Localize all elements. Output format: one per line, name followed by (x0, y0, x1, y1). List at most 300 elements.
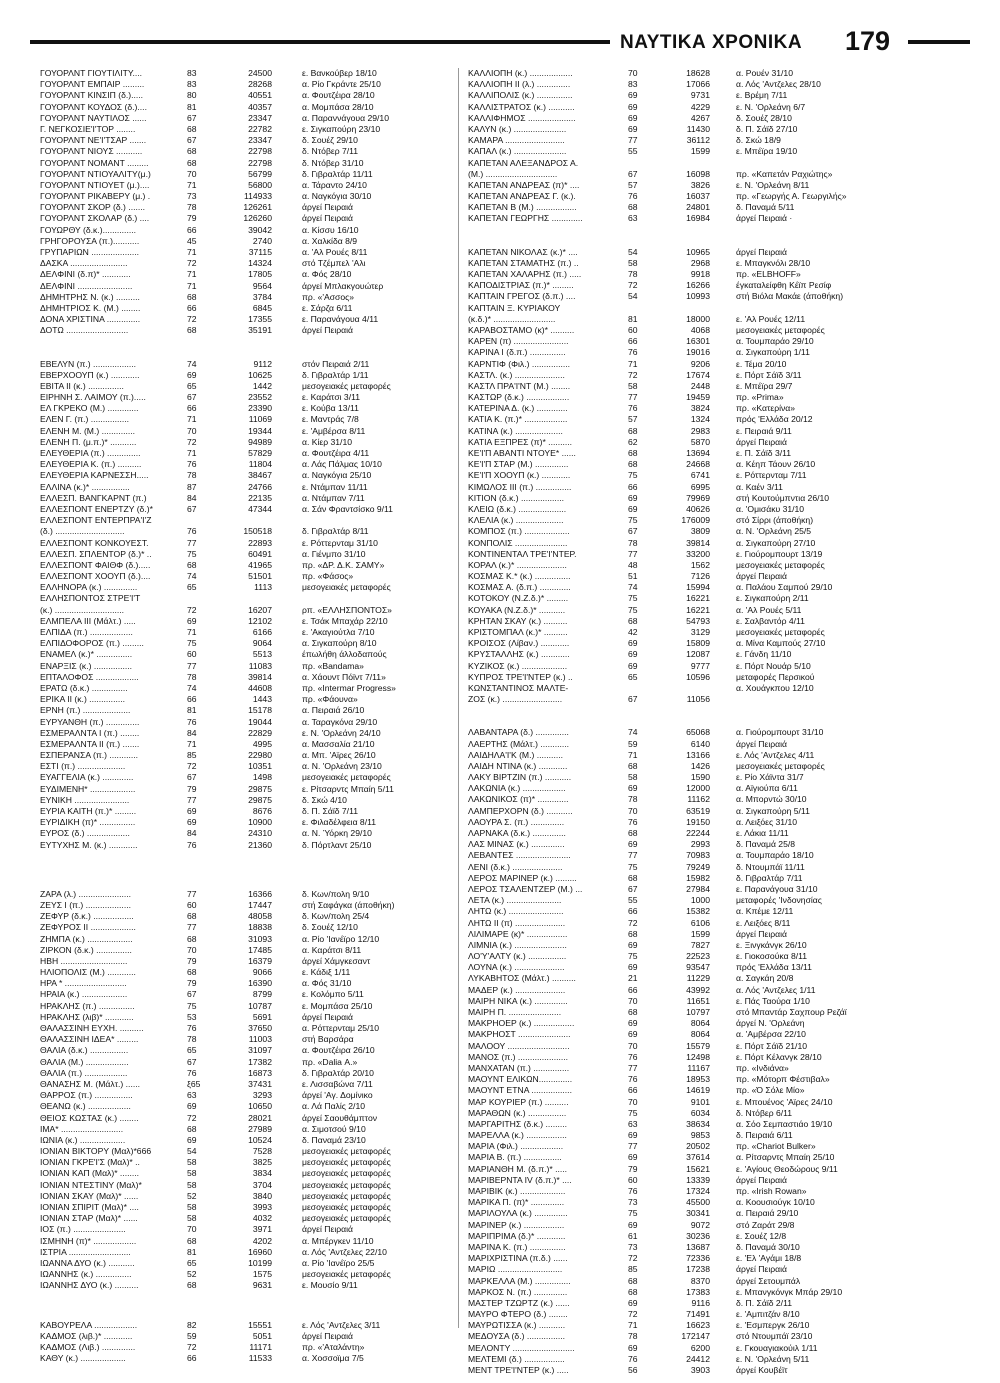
ship-tonnage: 13166 (686, 749, 710, 760)
ship-row (468, 772, 912, 783)
page-number: 179 (845, 26, 891, 56)
ship-position: α. Ρίο 'Ιανέϊρο 12/10 (302, 933, 380, 944)
ship-build-year: 69 (628, 638, 638, 649)
ship-name: ΜΑΥΡΩΤΙΣΣΑ (κ.) ........... (468, 1320, 566, 1331)
ship-position: μεσογειακές μεταφορές (302, 1190, 391, 1201)
ship-position: α. Ρίο Γκράντε 25/10 (302, 79, 381, 90)
ship-name: ΕΛΠΙΔΑ (π.) .................. (40, 627, 133, 637)
ship-row (40, 482, 484, 493)
ship-build-year: 69 (628, 962, 638, 973)
ship-position: α. Ταραγκόνα 29/10 (302, 716, 378, 727)
ship-build-year: 66 (187, 694, 197, 705)
ship-tonnage: 18953 (686, 1074, 710, 1085)
ship-build-year: 75 (628, 1107, 638, 1118)
ship-row (40, 526, 484, 537)
ship-name: Γ. ΝΕΓΚΟΣΙΕ'Ι'ΤΟΡ ........ (40, 123, 136, 134)
ship-position: πρ. «Κατερίνα» (736, 403, 796, 414)
ship-name: ΚΑΤΕΡΙΝΑ Δ. (κ.) ............. (468, 403, 568, 414)
ship-tonnage: 11533 (248, 1353, 272, 1364)
ship-build-year: 75 (187, 1000, 197, 1011)
ship-row (468, 1041, 912, 1052)
ship-name: ΕΥΡΥΑΝΘΗ (π.) .............. (40, 716, 140, 727)
ship-name: ΔΑΣΚΑ ........................ (40, 258, 128, 269)
ship-row (468, 727, 912, 738)
ship-row (468, 1007, 912, 1018)
ship-build-year: 81 (628, 313, 638, 324)
ship-row (40, 1180, 484, 1191)
ship-name: ΜΑΡΙΑ Β. (π.) ................ (468, 1152, 562, 1163)
ship-row (40, 728, 484, 739)
ship-position: μεσογειακές μεταφορές (736, 324, 825, 335)
ship-build-year: 87 (187, 481, 197, 492)
ship-build-year: 55 (628, 146, 638, 157)
ship-name: ΛΙΜΝΙΑ (κ.) ...................... (468, 939, 567, 950)
ship-tonnage: 24801 (686, 202, 710, 213)
ship-row (468, 146, 912, 157)
ship-row (468, 560, 912, 571)
ship-position: δ. Παναμά 25/8 (736, 839, 796, 850)
ship-build-year: 66 (187, 224, 197, 235)
ship-build-year: 71 (187, 627, 197, 637)
ship-row (468, 482, 912, 493)
ship-build-year: 69 (628, 660, 638, 671)
ship-row (40, 761, 484, 772)
ship-build-year: 78 (187, 1034, 197, 1045)
ship-name: ΚΙΤΙΟΝ (δ.κ.) .................. (468, 492, 564, 503)
ship-name: ΚΩΝΣΤΑΝΤΙΝΟΣ ΜΑΛΤΕ- (468, 682, 569, 693)
ship-build-year: 76 (187, 526, 197, 537)
ship-name: ΚΑΡΙΝΑ Ι (δ.π.) ............... (468, 347, 566, 358)
ship-row (468, 68, 912, 79)
ship-row (468, 593, 912, 604)
ship-position: στή Σαφάγκα (άποθήκη) (302, 899, 395, 910)
ship-build-year: 69 (187, 1101, 197, 1112)
ship-row (40, 582, 484, 593)
ship-position: α. Ναγκόγια 25/10 (302, 470, 372, 481)
ship-build-year: 68 (187, 1235, 197, 1246)
ship-name: ΛΑΚΩΝΙΑ (κ.) .................. (468, 783, 566, 794)
ship-tonnage: 10625 (248, 369, 272, 380)
ship-position: ε. Σιγκαπούρη 2/11 (736, 593, 809, 604)
ship-position: ε. Πόρτ Κέλανγκ 28/10 (736, 1051, 822, 1062)
ship-position: α. Ν. 'Ορλεάνη 23/10 (302, 761, 382, 772)
ship-position: ε. 'Αμβέρσα 8/11 (302, 425, 366, 436)
ship-name: ΜΑΡΙΛΟΥΛΑ (κ.) .............. (468, 1208, 568, 1219)
ship-row (40, 392, 484, 403)
ship-position: άργεί Πειραιά (736, 928, 787, 939)
ship-tonnage: 79969 (686, 492, 710, 503)
ship-tonnage: 10199 (248, 1257, 272, 1268)
ship-tonnage: 17485 (248, 944, 272, 955)
ship-row (468, 1074, 912, 1085)
ship-build-year: 73 (187, 191, 197, 202)
ship-name: ΙΩΑΝΝΑ ΔΥΟ (κ.) ........... (40, 1257, 135, 1268)
ship-tonnage: 14324 (248, 258, 272, 269)
ship-name: ΛΗΤΩ (κ.) ....................... (468, 906, 564, 917)
ship-name: ΚΑΠΑΛ (κ.) ...................... (468, 146, 567, 157)
ship-tonnage: 2968 (690, 257, 710, 268)
ship-tonnage: 16266 (686, 280, 710, 291)
ship-row (468, 918, 912, 929)
ship-tonnage: 72336 (686, 1253, 710, 1264)
ship-row (468, 605, 912, 616)
ship-build-year: 72 (628, 280, 638, 291)
ship-build-year: ξ65 (187, 1078, 201, 1089)
ship-build-year: 68 (628, 828, 638, 838)
ship-tonnage: 22980 (248, 750, 272, 761)
ship-position: πρ. «'Αταλάντη» (302, 1341, 365, 1352)
ship-row (468, 549, 912, 560)
ship-position: ε. 'Αμπιτζάν 8/10 (736, 1309, 800, 1320)
ship-build-year: 77 (628, 135, 638, 146)
ship-row (40, 840, 484, 851)
ship-name: ΚΑΠΟΔΙΣΤΡΙΑΣ (π.)* ......... (468, 280, 574, 291)
ship-tonnage: 3784 (252, 291, 272, 302)
ship-name: ΓΡΗΓΟΡΟΥΣΑ (π.)........... (40, 235, 140, 246)
ship-position: α. Σιμοτσού 9/10 (302, 1123, 366, 1134)
ship-row (468, 1220, 912, 1231)
ship-position: α. Λός 'Αντζελες 22/10 (302, 1246, 387, 1257)
ship-row (468, 247, 912, 258)
ship-row (40, 616, 484, 627)
ship-position: ε. Μαντράς 7/8 (302, 414, 359, 425)
ship-build-year: 69 (628, 1018, 638, 1029)
ship-position: μεσογειακές μεταφορές (736, 760, 825, 771)
ship-row (468, 973, 912, 984)
ship-name: (κ.δ.)* .......................... (468, 313, 556, 324)
ship-name: ΕΛΕΥΘΕΡΙΑ ΚΑΡΝΕΣΣΗ..... (40, 470, 149, 481)
ship-build-year: 75 (628, 1208, 638, 1219)
ship-position: πρ. «Ό Σόλε Μίο» (736, 1085, 805, 1096)
ship-build-year: 69 (628, 939, 638, 950)
ship-position: ε. Ν. 'Ορλεάνη 8/11 (736, 179, 810, 190)
ship-name: ΚΑΘΥ (κ.) ................... (40, 1353, 126, 1364)
ship-name: ΚΑΤΙΑ ΕΞΠΡΕΣ (π)* .......... (468, 436, 573, 447)
ship-name: ΗΒΗ ............................ (40, 955, 128, 966)
ship-position: δ. Γιβραλτάρ 1/11 (302, 369, 369, 380)
ship-position: μεσογειακές μεταφορές (302, 1202, 391, 1212)
ship-tonnage: 23552 (248, 392, 272, 403)
ship-tonnage: 3129 (690, 627, 710, 637)
ship-name: ΜΑΟΥΝΤ ΕΛΙΚΩΝ.............. (468, 1074, 573, 1085)
ship-list-section (40, 889, 484, 1292)
ship-position: άργεί Σαουθάμπτον (302, 1112, 378, 1123)
ship-name: ΚΟΣΜΑΣ Α. (δ.π.) ............. (468, 582, 571, 593)
ship-row (468, 1164, 912, 1175)
ship-build-year: 77 (628, 1062, 638, 1073)
ship-build-year: 58 (628, 257, 638, 268)
ship-build-year: 78 (628, 537, 638, 548)
ship-position: πρ. «Dalia Α.» (302, 1056, 358, 1067)
ship-position: ε. 'Ακαγιούτλα 7/10 (302, 627, 375, 637)
ship-position: α. Φός 28/10 (302, 269, 352, 280)
ship-position: α. Τάραντο 24/10 (302, 179, 367, 190)
ship-row (468, 1152, 912, 1163)
ship-position: μεσογειακές μεταφορές (736, 627, 825, 637)
ship-row (40, 1079, 484, 1090)
ship-build-year: 69 (628, 492, 638, 503)
ship-build-year: 79 (628, 1163, 638, 1174)
ship-name: ΔΟΤΩ .......................... (40, 325, 129, 336)
ship-build-year: 68 (628, 928, 638, 939)
ship-build-year: 67 (187, 112, 197, 123)
ship-row (40, 828, 484, 839)
ship-name: ΕΛΛΗΝΟΡΑ (κ.) .............. (40, 582, 138, 593)
ship-name: ΚΟΣΜΑΣ Κ.* (κ.) ............... (468, 571, 571, 582)
ship-tonnage: 8799 (252, 989, 272, 1000)
ship-tonnage: 2983 (690, 425, 710, 436)
ship-name: ΖΟΣ (κ.) ......................... (468, 694, 563, 705)
ship-build-year: 84 (187, 727, 197, 738)
ship-name: ΛΕΝΙ (δ.κ.) ..................... (468, 861, 563, 872)
ship-build-year: 68 (628, 202, 638, 213)
ship-name: ΚΑΠΕΤΑΝ ΧΑΛΑΡΗΣ (π.) ..... (468, 269, 582, 279)
ship-build-year: 75 (187, 638, 197, 649)
ship-build-year: 68 (187, 1123, 197, 1134)
ship-build-year: 76 (628, 1074, 638, 1085)
ship-position: ε. Πόρτ Νουάρ 5/10 (736, 660, 811, 671)
ship-position: δ. Π. Σάϊδ 27/10 (736, 123, 798, 134)
ship-row (40, 538, 484, 549)
ship-build-year: 70 (628, 805, 638, 816)
ship-row (40, 359, 484, 370)
ship-name: ΚΑΠΕΤΑΝ Β (Μ.) ................. (468, 202, 577, 213)
ship-name: ΕΣΠΕΡΑΝΣΑ (π.) ............ (40, 750, 139, 761)
ship-tonnage: 39042 (248, 224, 272, 235)
ship-build-year: 68 (187, 325, 197, 336)
ship-tonnage: 15621 (686, 1163, 710, 1174)
ship-name: ΓΟΥΟΡΛΝΤ ΝΟΜΑΝΤ ......... (40, 157, 149, 168)
ship-name: ΓΟΥΟΡΛΝΤ ΕΜΠΑΙΡ ......... (40, 79, 145, 90)
ship-position: άργεί Πειραιά (736, 436, 787, 447)
ship-row (468, 761, 912, 772)
ship-build-year: 70 (628, 1096, 638, 1107)
ship-row (40, 1280, 484, 1291)
ship-tonnage: 57829 (248, 448, 272, 458)
ship-name: ΕΛΛΙΝΑ (κ.)* ................ (40, 481, 130, 492)
ship-row (40, 158, 484, 169)
ship-name: ΜΕΝΤ ΤΡΕ'Ι'ΝΤΕΡ (κ.) ..... (468, 1365, 569, 1375)
ship-name: ΙΣΤΡΙΑ .......................... (40, 1246, 131, 1257)
ship-build-year: 59 (628, 738, 638, 749)
ship-build-year: 58 (187, 1179, 197, 1190)
ship-tonnage: 16390 (248, 978, 272, 989)
ship-name: ΙΟΝΙΑΝ ΣΠΙΡΙΤ (Μαλ)* .... (40, 1202, 139, 1212)
ship-build-year: 60 (187, 649, 197, 660)
ship-tonnage: 15982 (686, 872, 710, 883)
ship-row (468, 124, 912, 135)
ship-tonnage: 6106 (690, 917, 710, 928)
ship-position: μεσογειακές μεταφορές (302, 1157, 391, 1168)
ship-build-year: 77 (187, 660, 197, 671)
ship-tonnage: 6741 (690, 470, 710, 481)
ship-name: ΓΟΥΟΡΛΝΤ ΝΙΟΥΣ ........... (40, 146, 143, 157)
ship-position: ε. Λάκια 11/11 (736, 828, 789, 838)
ship-position: ε. Τέμα 20/10 (736, 358, 787, 369)
ship-row (40, 1342, 484, 1353)
ship-position: άργεί Πειραιά (736, 1174, 787, 1185)
ship-name: ΛΙΛΙΜΑΡΕ (κ)* ................. (468, 928, 568, 939)
ship-build-year: 68 (187, 967, 197, 978)
ship-build-year: 76 (628, 1353, 638, 1364)
ship-build-year: 68 (628, 1286, 638, 1297)
ship-position: ε. 'Αλ Ρουές 12/11 (736, 313, 806, 324)
ship-row (468, 336, 912, 347)
ship-tonnage: 20502 (686, 1141, 710, 1152)
ship-row (40, 945, 484, 956)
ship-name: ΜΑΡΙΝΕΡ (κ.) ................. (468, 1219, 565, 1230)
ship-name: ΚΡΥΣΤΑΛΛΗΣ (κ.) ............ (468, 649, 570, 660)
ship-name: ΛΕΡΟΣ ΤΣΑΛΕΝΤΖΕΡ (Μ.) ... (468, 883, 583, 894)
ship-tonnage: 28268 (248, 79, 272, 90)
ship-build-year: 76 (628, 403, 638, 414)
ship-name: ΚΑΠΕΤΑΝ ΑΛΕΞΑΝΔΡΟΣ Α. (468, 157, 579, 168)
ship-tonnage: 29875 (248, 794, 272, 805)
ship-row (40, 1090, 484, 1101)
ship-tonnage: 16037 (686, 191, 710, 202)
ship-name: ΘΑΛΑΣΣΙΝΗ ΕΥΧΗ. .......... (40, 1023, 144, 1033)
ship-row (468, 1253, 912, 1264)
ship-position: δ. Σκώ 4/10 (302, 794, 347, 805)
ship-tonnage: 7126 (690, 571, 710, 582)
ship-name: ΕΛΛΗΣΠΟΝΤΟΣ ΣΤΡΕ'Ι'Τ (40, 593, 141, 604)
ship-name: ΕΡΙΚΑ ΙΙ (κ.) ............... (40, 694, 126, 705)
ship-tonnage: 6200 (690, 1342, 710, 1353)
ship-tonnage: 3826 (690, 179, 710, 190)
ship-tonnage: 16960 (248, 1246, 272, 1257)
ship-position: ε. Ξινγκάνγκ 26/10 (736, 939, 807, 950)
ship-build-year: 65 (187, 380, 197, 391)
ship-position: α. Χοσσοϊμα 7/5 (302, 1353, 364, 1364)
ship-build-year: 69 (628, 503, 638, 514)
ship-tonnage: 54793 (686, 615, 710, 626)
ship-name: ΜΑΡΑΘΩΝ (κ.) ................ (468, 1107, 567, 1118)
ship-position: άργεί Ν. 'Ορλεάνη (736, 1018, 805, 1029)
ship-name: ΚΕ'Ι'Π ΧΟΟΥΠ (κ.) ............ (468, 470, 571, 481)
ship-build-year: 67 (628, 526, 638, 537)
ship-tonnage: 39814 (248, 671, 272, 682)
ship-position: ε. Ν. 'Ορλεάνη 24/10 (302, 727, 381, 738)
ship-position: α. Κοουσιούγκ 10/10 (736, 1197, 815, 1208)
ship-row (468, 895, 912, 906)
ship-name: ΕΛΛΕΣΠ. ΣΠΛΕΝΤΟΡ (δ.)* .. (40, 548, 152, 559)
ship-tonnage: 16366 (248, 888, 272, 899)
ship-position: α. Λάς Πάλμας 10/10 (302, 459, 382, 470)
ship-row (40, 381, 484, 392)
ship-build-year: 60 (187, 899, 197, 910)
ship-name: ΜΑΡΙΑ (Φιλ.) .................. (468, 1141, 564, 1152)
ship-position: α. Σιγκαπούρη 8/10 (302, 638, 377, 649)
ship-build-year: 67 (187, 989, 197, 1000)
ship-build-year: 75 (628, 861, 638, 872)
ship-build-year: 74 (187, 682, 197, 693)
ship-position: ε. Μπαγκνόλι 28/10 (736, 257, 811, 268)
ship-row (468, 1264, 912, 1275)
ship-tonnage: 10351 (248, 761, 272, 772)
ship-position: δ. Γιβραλτάρ 7/11 (736, 872, 803, 883)
ship-tonnage: 16301 (686, 336, 710, 347)
ship-position: α. Ρίτσαρντς Μπαίη 25/10 (736, 1152, 835, 1163)
ship-build-year: 56 (628, 1365, 638, 1375)
ship-row (40, 169, 484, 180)
ship-row (40, 571, 484, 582)
ship-tonnage: 23390 (248, 403, 272, 414)
ship-position: α. Κέηπ Τάουν 26/10 (736, 459, 816, 470)
ship-tonnage: 23347 (248, 135, 272, 146)
ship-row (40, 922, 484, 933)
ship-row (40, 1001, 484, 1012)
ship-name: ΜΑΡΓΑΡΙΤΗΣ (δ.κ.) ......... (468, 1118, 568, 1129)
ship-row (468, 347, 912, 358)
ship-name: ΕΛΕΥΘΕΡΙΑ (π.) .............. (40, 448, 141, 458)
ship-position: ε. Μπουένος 'Αϊρες 24/10 (736, 1096, 833, 1107)
ship-tonnage: 12498 (686, 1051, 710, 1062)
ship-position: δ. Γιβραλτάρ 11/11 (302, 168, 373, 179)
ship-build-year: 54 (628, 246, 638, 257)
left-column (40, 68, 484, 1371)
ship-tonnage: 15382 (686, 906, 710, 917)
ship-name: ΓΟΥΟΡΛΝΤ ΝΕ'Ι'ΤΣΑΡ ....... (40, 135, 147, 146)
ship-row (40, 1320, 484, 1331)
ship-row (468, 169, 912, 180)
ship-row (40, 1157, 484, 1168)
ship-tonnage: 8064 (690, 1018, 710, 1029)
ship-position: α. Ν. 'Ορλεάνη 25/5 (736, 526, 812, 537)
ship-row (468, 929, 912, 940)
ship-name: ΕΛ ΓΚΡΕΚΟ (Μ.) ............. (40, 403, 139, 414)
ship-name: ΙΟΝΙΑΝ ΝΤΕΣΤΙΝΥ (Μαλ)* (40, 1179, 142, 1190)
ship-tonnage: 5870 (690, 436, 710, 447)
ship-row (40, 102, 484, 113)
ship-row (468, 839, 912, 850)
ship-tonnage: 16873 (248, 1067, 272, 1078)
ship-name: ΛΗΤΩ ΙΙ (π) ..................... (468, 917, 566, 928)
ship-position: ε. 'Εσμπεργκ 26/10 (736, 1320, 810, 1331)
ship-build-year: 58 (187, 1202, 197, 1212)
ship-position: δ. Κων/πολη 25/4 (302, 911, 370, 922)
ship-position: ε. Σουέζ 12/8 (736, 1230, 787, 1241)
ship-tonnage: 22244 (686, 828, 710, 838)
ship-position: ε. Γάνδη 11/10 (736, 649, 792, 660)
ship-name: ΕΝΑΜΕΛ (κ.)* ............... (40, 649, 133, 660)
ship-build-year: 54 (628, 291, 638, 302)
ship-row (40, 269, 484, 280)
ship-position: α. Κίερ 31/10 (302, 436, 352, 447)
ship-name: ΚΡΗΤΑΝ ΣΚΑΥ (κ.) .......... (468, 615, 568, 626)
ship-position: ε. Λός 'Αντζελες 3/11 (302, 1319, 381, 1330)
ship-name: ΚΟΜΠΟΣ (π.) ................... (468, 526, 570, 537)
ship-row (468, 638, 912, 649)
ship-row (468, 1130, 912, 1141)
ship-build-year: 60 (628, 324, 638, 335)
ship-position: μεταφορές 'Ινδονησίας (736, 895, 822, 906)
ship-name: ΚΥΠΡΟΣ ΤΡΕ'Ι'ΝΤΕΡ (κ.) .. (468, 671, 573, 682)
ship-name: ΛΕΒΑΝΤΕΣ ....................... (468, 850, 571, 861)
ship-tonnage: 39814 (686, 537, 710, 548)
ship-tonnage: 38467 (248, 470, 272, 481)
ship-tonnage: 63519 (686, 805, 710, 816)
ship-tonnage: 11069 (248, 414, 272, 425)
ship-build-year: 66 (628, 906, 638, 917)
ship-row (468, 1242, 912, 1253)
ship-position: ε. Γιούρομπουρτ 13/19 (736, 548, 823, 559)
header-rule-right (908, 40, 970, 44)
ship-row (468, 1052, 912, 1063)
ship-build-year: 69 (628, 1219, 638, 1230)
ship-name: ΕΥΤΥΧΗΣ Μ. (κ.) ............ (40, 839, 138, 850)
ship-name: ΔΟΝΑ ΧΡΙΣΤΙΝΑ .............. (40, 314, 141, 325)
ship-tonnage: 45500 (686, 1197, 710, 1208)
